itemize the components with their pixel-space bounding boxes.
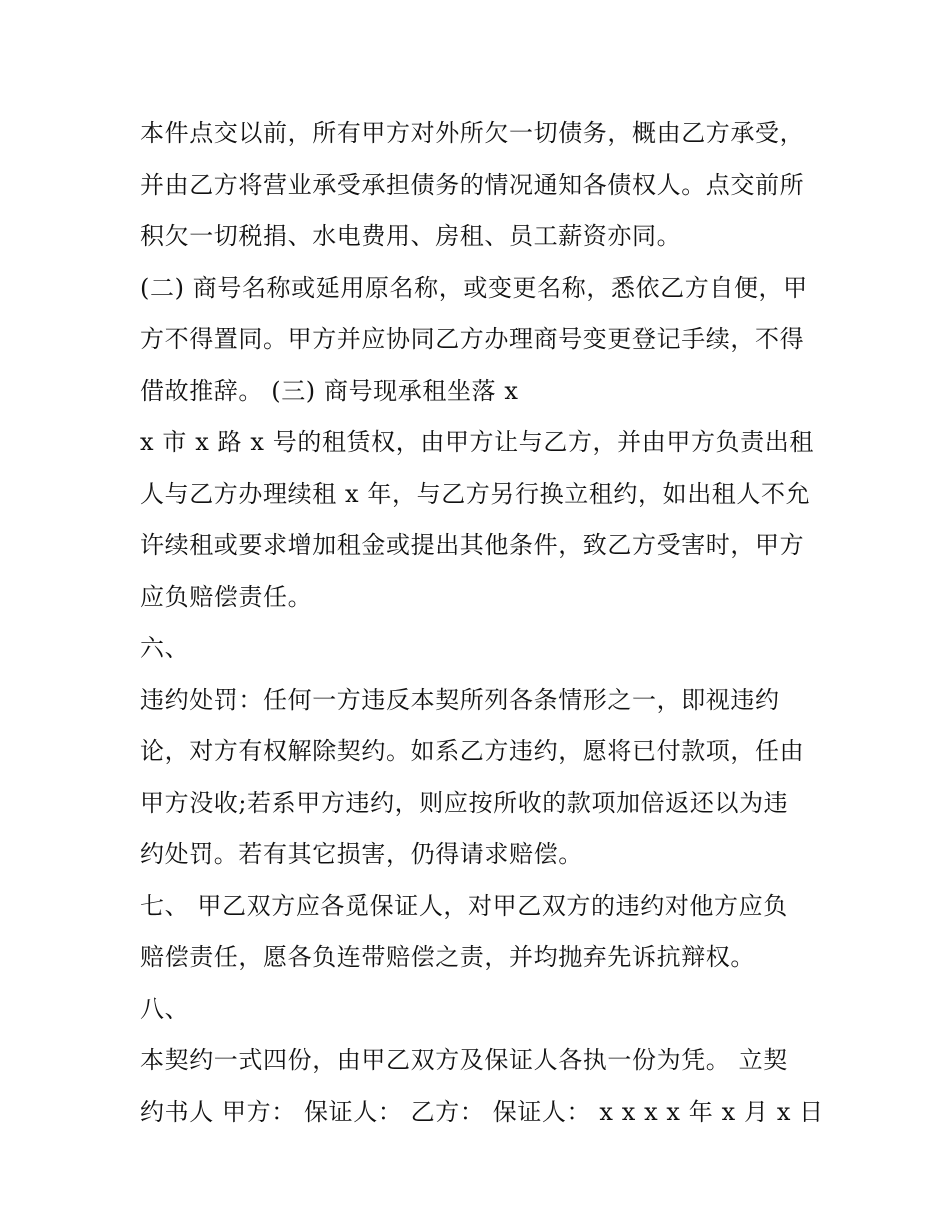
text-line-17: 赔偿责任，愿各负连带赔偿之责，并均抛弃先诉抗辩权。 <box>140 943 755 971</box>
section-seven-line: 七、 甲乙双方应各觅保证人，对甲乙双方的违约对他方应负 <box>140 891 788 920</box>
text-line-10: 应负赔偿责任。 <box>140 582 313 611</box>
section-heading-six: 六、 <box>140 634 190 662</box>
text-line-13: 论，对方有权解除契约。如系乙方违约，愿将已付款项，任由 <box>140 737 805 765</box>
text-line-9: 许续租或要求增加租金或提出其他条件，致乙方受害时，甲方 <box>140 531 805 559</box>
text-line-12: 违约处罚：任何一方违反本契所列各条情形之一，即视违约 <box>140 685 780 714</box>
text-line-15: 约处罚。若有其它损害，仍得请求赔偿。 <box>140 840 583 868</box>
text-line-1: 本件点交以前，所有甲方对外所欠一切债务，概由乙方承受， <box>140 119 805 147</box>
text-line-4: (二) 商号名称或延用原名称，或变更名称，悉依乙方自便，甲 <box>140 273 808 302</box>
text-line-3: 积欠一切税捐、水电费用、房租、员工薪资亦同。 <box>140 222 682 250</box>
text-line-7: x 市 x 路 x 号的租赁权，由甲方让与乙方，并由甲方负责出租 <box>140 428 814 456</box>
text-line-14: 甲方没收;若系甲方违约，则应按所收的款项加倍返还以为违 <box>140 788 789 817</box>
text-line-8: 人与乙方办理续租 x 年，与乙方另行换立租约，如出租人不允 <box>140 479 811 508</box>
signature-line: 约书人 甲方： 保证人： 乙方： 保证人： x x x x 年 x 月 x 日 <box>140 1097 824 1126</box>
document-body <box>140 108 830 1138</box>
section-heading-eight: 八、 <box>140 994 190 1023</box>
text-line-5: 方不得置同。甲方并应协同乙方办理商号变更登记手续，不得 <box>140 325 805 353</box>
text-line-19: 本契约一式四份，由甲乙双方及保证人各执一份为凭。 立契 <box>140 1046 788 1074</box>
text-line-6: 借故推辞。 (三) 商号现承租坐落 x <box>140 376 519 405</box>
text-line-2: 并由乙方将营业承受承担债务的情况通知各债权人。点交前所 <box>140 170 805 199</box>
